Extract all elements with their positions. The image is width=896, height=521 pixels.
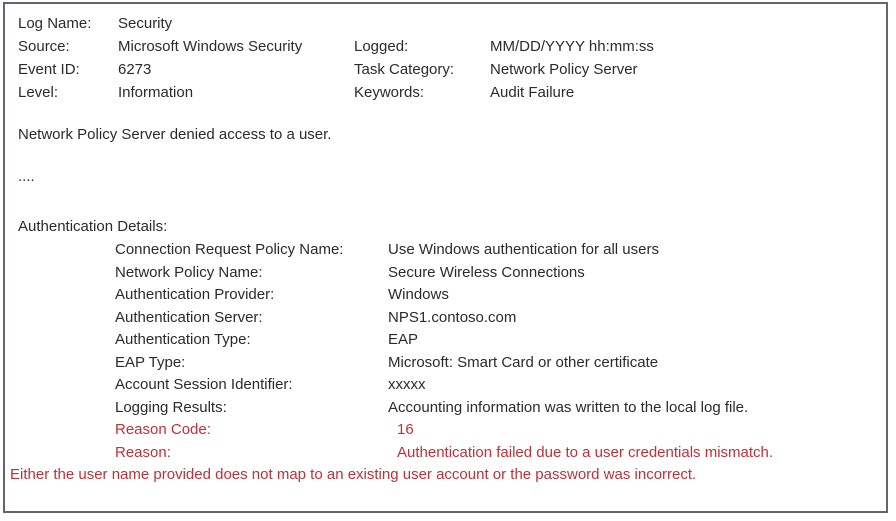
reason-explanation-line: [5, 466, 886, 484]
event-description: Network Policy Server denied access to a user.: [18, 126, 332, 143]
detail-row-authentication-server: [5, 309, 886, 327]
header-row-source: [5, 38, 886, 56]
detail-label: Authentication Type:: [115, 331, 251, 348]
field-label: Level:: [18, 84, 59, 101]
detail-value: Authentication failed due to a user credentials mismatch.: [397, 444, 774, 461]
field-value: 6273: [118, 61, 152, 78]
header-row-event-id: [5, 61, 886, 79]
field-label: Event ID:: [18, 61, 80, 78]
field-label: Source:: [18, 38, 70, 55]
detail-label: Reason:: [115, 444, 171, 461]
detail-label: Reason Code:: [115, 421, 211, 438]
ellipsis-text: ....: [18, 168, 35, 185]
auth-details-title-line: [5, 218, 886, 236]
detail-label: Account Session Identifier:: [115, 376, 293, 393]
detail-value: 16: [397, 421, 414, 438]
detail-value: xxxxx: [388, 376, 426, 393]
field-label: Task Category:: [354, 61, 455, 78]
detail-value: Accounting information was written to the local log file.: [388, 399, 749, 416]
header-row-level: [5, 84, 886, 102]
detail-value: Microsoft: Smart Card or other certificate: [388, 354, 659, 371]
detail-row-authentication-type: [5, 331, 886, 349]
field-value: Audit Failure: [490, 84, 575, 101]
field-label: Keywords:: [354, 84, 425, 101]
detail-row-eap-type: [5, 354, 886, 372]
detail-value: Use Windows authentication for all users: [388, 241, 659, 258]
field-value: Network Policy Server: [490, 61, 638, 78]
section-title: Authentication Details:: [18, 218, 168, 235]
detail-label: Authentication Server:: [115, 309, 263, 326]
detail-label: Network Policy Name:: [115, 264, 263, 281]
field-label: Log Name:: [18, 15, 92, 32]
event-description-line: [5, 126, 886, 144]
header-row-log-name: [5, 15, 886, 33]
detail-row-reason: [5, 444, 886, 462]
detail-label: Connection Request Policy Name:: [115, 241, 344, 258]
field-value: Security: [118, 15, 173, 32]
detail-label: Authentication Provider:: [115, 286, 275, 303]
field-value: MM/DD/YYYY hh:mm:ss: [490, 38, 654, 55]
detail-row-network-policy-name: [5, 264, 886, 282]
detail-label: EAP Type:: [115, 354, 186, 371]
field-label: Logged:: [354, 38, 409, 55]
event-log-panel: [3, 2, 888, 513]
detail-value: EAP: [388, 331, 419, 348]
reason-explanation: Either the user name provided does not map to an existing user account or the password was incorrect.: [10, 466, 697, 483]
field-value: Information: [118, 84, 194, 101]
detail-value: NPS1.contoso.com: [388, 309, 517, 326]
detail-label: Logging Results:: [115, 399, 227, 416]
ellipsis-line: [5, 168, 886, 186]
detail-row-authentication-provider: [5, 286, 886, 304]
detail-value: Secure Wireless Connections: [388, 264, 585, 281]
detail-row-logging-results: [5, 399, 886, 417]
detail-row-connection-request-policy: [5, 241, 886, 259]
detail-value: Windows: [388, 286, 449, 303]
detail-row-account-session-identifier: [5, 376, 886, 394]
detail-row-reason-code: [5, 421, 886, 439]
field-value: Microsoft Windows Security: [118, 38, 303, 55]
